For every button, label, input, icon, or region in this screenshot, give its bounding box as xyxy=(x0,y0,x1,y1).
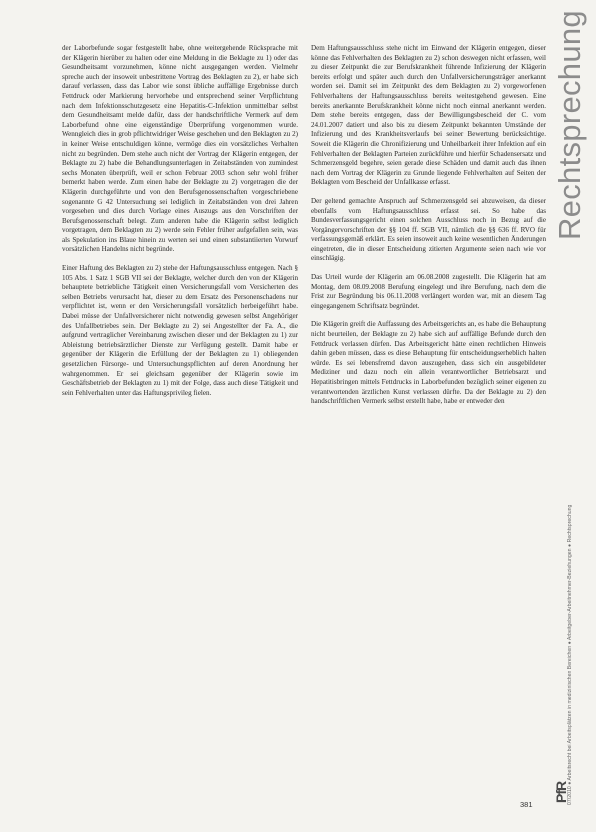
paragraph: Das Urteil wurde der Klägerin am 06.08.2008 zugestellt. Die Klägerin hat am Montag, dem 08.09.2008 Berufung eingelegt und ihre Berufung, nach dem die Frist zur Begründung bis 06.11.2008 verlängert worden war, mit an diesem Tag eingegangenem Schriftsatz begründet. xyxy=(311,273,546,310)
paragraph: der Laborbefunde sogar festgestellt habe, ohne weitergehende Rücksprache mit der Klägerin hierüber zu halten oder eine Meldung in die Beklagte zu 1) oder das Gesundheitsamt vorzunehmen, könne nicht ausgegangen werden. Vielmehr spreche auch der insoweit unbestrittene Vortrag des Beklagten zu 2), er habe sich darauf verlassen, dass das Labor wie sonst übliche auffällige Ergebnisse durch Fettdruck oder Markierung hervorhebe und entsprechend seiner Verpflichtung nach dem Infektionsschutzgesetz eine Hepatitis-C-Infektion unmittelbar selbst dem Gesundheitsamt melde dafür, dass der handschriftliche Vermerk auf dem Laborbefund ohne eine eigenständige Überprüfung vorgenommen wurde. Wenngleich dies in grob pflichtwidriger Weise geschehen und den Beklagten zu 2) in keiner Weise entschuldigen könne, vermöge dies ein vorsätzliches Verhalten nicht zu begründen. Dem stehe auch nicht der Vortrag der Klägerin entgegen, der Beklagte zu 2) habe die Behandlungsunterlagen in Zeitabständen von zumindest sechs Monaten überprüft, weil er schon Februar 2003 schon sehr wohl früher bemerkt haben werde. Zum einen habe der Beklagte zu 2) vorgetragen die der Klägerin durchgeführte und von den Berufsgenossenschaften vorgeschriebene sogenannte G 42 Untersuchung sei lediglich in Zeitabständen von drei Jahren vorgesehen und dies durch Vorlage eines Auszugs aus den Vorschriften der Berufsgenossenschaft belegt. Zum anderen habe die Klägerin selbst lediglich vorgetragen, dem Beklagten zu 2) werde sein Fehler früher aufgefallen sein, was als Spekulation ins Blaue hinein zu werten sei und einen substantiierten Vorwurf vorsätzlichen Handelns nicht begründe. xyxy=(62,44,298,254)
left-text-column xyxy=(62,44,298,407)
paragraph: Der geltend gemachte Anspruch auf Schmerzensgeld sei abzuweisen, da dieser ebenfalls vom Haftungsausschluss erfasst sei. So habe das Bundesverfassungsgericht einen solchen Ausschluss noch in Bezug auf die Vorgängervorschriften der §§ 104 ff. SGB VII, nämlich die §§ 636 ff. RVO für verfassungsgemäß erklärt. Es seien insoweit auch keine wesentlichen Änderungen eingetreten, die in dieser Entscheidung zitierten Argumente seien nach wie vor einschlägig. xyxy=(311,196,546,263)
section-title: Rechtsprechung xyxy=(552,10,587,240)
paragraph: Die Klägerin greift die Auffassung des Arbeitsgerichts an, es habe die Behauptung nicht beurteilen, der Beklagte zu 2) habe sich auf auffällige Befunde durch den Fettdruck verlassen dürfen. Das Arbeitsgericht hätte einen rechtlichen Hinweis dahin geben müssen, dass es diese Behauptung für entscheidungserheblich halten würde. Es sei lebensfremd davon auszugehen, dass sich ein ausgebildeter Mediziner und dazu noch ein allein verantwortlicher Betriebsarzt und Hepatitisbringen mittels Fettdrucks in Laborbefunden bezüglich seiner eigenen zu verantwortenden ärztlichen Kunst verlassen dürfte. Da der Beklagte zu 2) den handschriftlichen Vermerk selbst erstellt habe, habe er entweder den xyxy=(311,320,546,406)
journal-logo: PfR xyxy=(553,781,569,803)
paragraph: Einer Haftung des Beklagten zu 2) stehe der Haftungsausschluss entgegen. Nach § 105 Abs. 1 Satz 1 SGB VII sei der Beklagte, welcher durch den von der Klägerin behauptete betriebliche Tätigkeit einen Versicherungsfall vom Versicherten des selben Betriebs verursacht hat, dieser zu dem Ersatz des Personenschadens nur verpflichtet ist, wenn er den Versicherungsfall vorsätzlich herbeigeführt habe. Dabei müsse der Unfallversicherer nicht notwendig gewesen selbst Angehöriger des Unfallbetriebes sein. Der Beklagte zu 2) sei Angestellter der Fa. A., die aufgrund vertraglicher Vereinbarung zwischen dieser und der Beklagten zu 1) zur Ableistung betriebsärztlicher Dienste zur Verfügung gestellt. Damit habe er gegenüber der Klägerin die Erfüllung der der Beklagten zu 1) obliegenden gesetzlichen Fürsorge- und Untersuchungspflichten auf deren Anordnung her wahrgenommen. Er sei gleichsam gegenüber der Klägerin sowie im Geschäftsbetrieb der Beklagten zu 1) mit der Folge, dass auch diese Tätigkeit und sein Fehlverhalten unter das Haftungsprivileg fielen. xyxy=(62,264,298,397)
right-text-column xyxy=(311,44,546,416)
paragraph: Dem Haftungsausschluss stehe nicht im Einwand der Klägerin entgegen, dieser könne das Fehlverhalten des Beklagten zu 2) schon deswegen nicht erfassen, weil zu dieser Zeitpunkt die zur Berufskrankheit führende Infizierung der Klägerin bereits erfolgt und später auch durch den Unfallversicherungsträger anerkannt worden sei. Damit sei im Zeitpunkt des dem Beklagten zu 2) vorgeworfenen Fehlverhaltens der Haftungsausschluss bereits weitestgehend gewesen. Eine bereits anerkannte Berufskrankheit könne nicht noch einmal anerkannt werden. Dem stehe bereits entgegen, dass der Bewilligungsbescheid der C. vom 24.01.2007 datiert und also bis zu diesem Zeitpunkt bekannten Umstände der Infizierung und des Krankheitsverlaufs bei seiner Bewertung berücksichtige. Soweit die Klägerin die Chronifizierung und Unheilbarkeit ihrer Infektion auf ein Fehlverhalten der Beklagten Parteien zurückführe und hierfür Schadensersatz und Schmerzensgeld begehre, seien gerade diese Schäden und damit auch das ihnen nach dem Vortrag der Klägerin zu Grunde liegende Fehlverhalten auf Seiten der Beklagten vom Bescheid der Unfallkasse erfasst. xyxy=(311,44,546,187)
page-number: 381 xyxy=(520,800,533,809)
journal-running-header: 07/2010 ● Arbeitsrecht bei Arbeitsplätzen in medizinischen Bereichen ● Arbeitgeber-Arbeitnehmer-Beziehungen ● Rechtsprechung xyxy=(567,504,573,805)
